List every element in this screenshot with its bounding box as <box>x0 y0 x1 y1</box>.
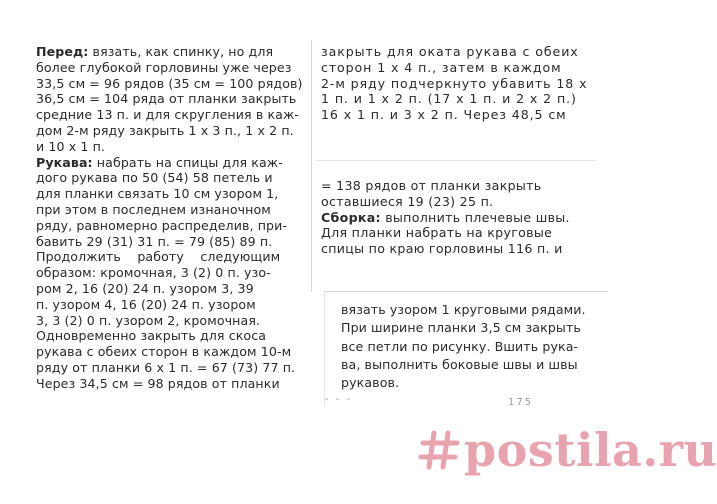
text-line: 2-м ряду подчеркнуто убавить 18 х <box>321 75 588 91</box>
text-line: спицы по краю горловины 116 п. и <box>321 241 563 257</box>
text-line: Одновременно закрыть для скоса <box>36 328 267 344</box>
sleeves-label: Рукава: <box>36 154 93 170</box>
column-divider <box>311 40 312 292</box>
scan-mark-left: - - - <box>325 394 353 405</box>
front-label: Перед: <box>36 44 89 59</box>
text-line: Продолжить работу следующим <box>36 249 281 265</box>
text-column-left <box>36 44 303 392</box>
text-line: при этом в последнем изнаночном <box>36 201 271 217</box>
front-paragraph-first-line <box>36 44 303 60</box>
text-line: п. узором 4, 16 (20) 24 п. узором <box>36 296 256 312</box>
text-line: все петли по рисунку. Вшить рука- <box>341 338 579 354</box>
text-line: = 138 рядов от планки закрыть <box>321 178 542 193</box>
sleeves-text: набрать на спицы для каж- <box>92 154 283 170</box>
text-line: оставшиеся 19 (23) 25 п. <box>321 193 494 209</box>
text-line: ряду, равномерно распределив, при- <box>36 217 288 233</box>
text-line: и 10 х 1 п. <box>36 138 106 154</box>
text-line: 3, 3 (2) 0 п. узором 2, кромочная. <box>36 312 261 328</box>
text-line: закрыть для оката рукава с обеих <box>321 44 579 59</box>
front-text: вязать, как спинку, но для <box>88 44 274 59</box>
text-line: 33,5 см = 96 рядов (35 см = 100 рядов) <box>36 75 303 91</box>
text-line: ром 2, 16 (20) 24 п. узором 3, 39 <box>36 280 254 296</box>
text-line: средние 13 п. и для скругления в каж- <box>36 107 300 123</box>
hashtag-icon <box>418 429 460 471</box>
text-column-right-bottom <box>341 301 586 392</box>
text-line: рукава с обеих сторон в каждом 10-м <box>36 344 292 360</box>
sleeves-paragraph-first-line <box>36 155 303 171</box>
text-line: Для планки набрать на круговые <box>321 225 553 241</box>
text-line: бавить 29 (31) 31 п. = 79 (85) 89 п. <box>36 233 273 249</box>
assembly-text: выполнить плечевые швы. <box>380 209 570 225</box>
text-line: сторон 1 х 4 п., затем в каждом <box>321 59 562 75</box>
text-line: образом: кромочная, 3 (2) 0 п. узо- <box>36 265 271 281</box>
section-divider <box>324 291 325 406</box>
text-line: дом 2-м ряду закрыть 1 х 3 п., 1 х 2 п. <box>36 122 294 138</box>
assembly-paragraph-first-line <box>321 210 570 226</box>
page-number-fragment: 175 <box>508 397 534 408</box>
text-line: ряду от планки 6 х 1 п. = 67 (73) 77 п. <box>36 359 296 375</box>
watermark <box>418 420 717 480</box>
text-line: вязать узором 1 круговыми рядами. <box>341 302 586 317</box>
text-column-right-top <box>321 44 587 123</box>
text-line: рукавов. <box>341 375 400 391</box>
section-divider <box>324 291 608 292</box>
text-line: для планки связать 10 см узором 1, <box>36 186 279 202</box>
text-line: 16 х 1 п. и 3 х 2 п. Через 48,5 см <box>321 107 567 123</box>
text-line: дого рукава по 50 (54) 58 петель и <box>36 170 273 186</box>
assembly-label: Сборка: <box>321 209 381 225</box>
text-column-right-middle <box>321 178 570 257</box>
text-line: При ширине планки 3,5 см закрыть <box>341 320 581 336</box>
text-line: ва, выполнить боковые швы и швы <box>341 356 578 372</box>
watermark-text: postila.ru <box>464 423 717 477</box>
section-divider <box>316 160 596 161</box>
text-line: 1 п. и 1 х 2 п. (17 х 1 п. и 2 х 2 п.) <box>321 91 577 107</box>
text-line: более глубокой горловины уже через <box>36 59 292 75</box>
text-line: 36,5 см = 104 ряда от планки закрыть <box>36 91 297 107</box>
text-line: Через 34,5 см = 98 рядов от планки <box>36 375 280 391</box>
